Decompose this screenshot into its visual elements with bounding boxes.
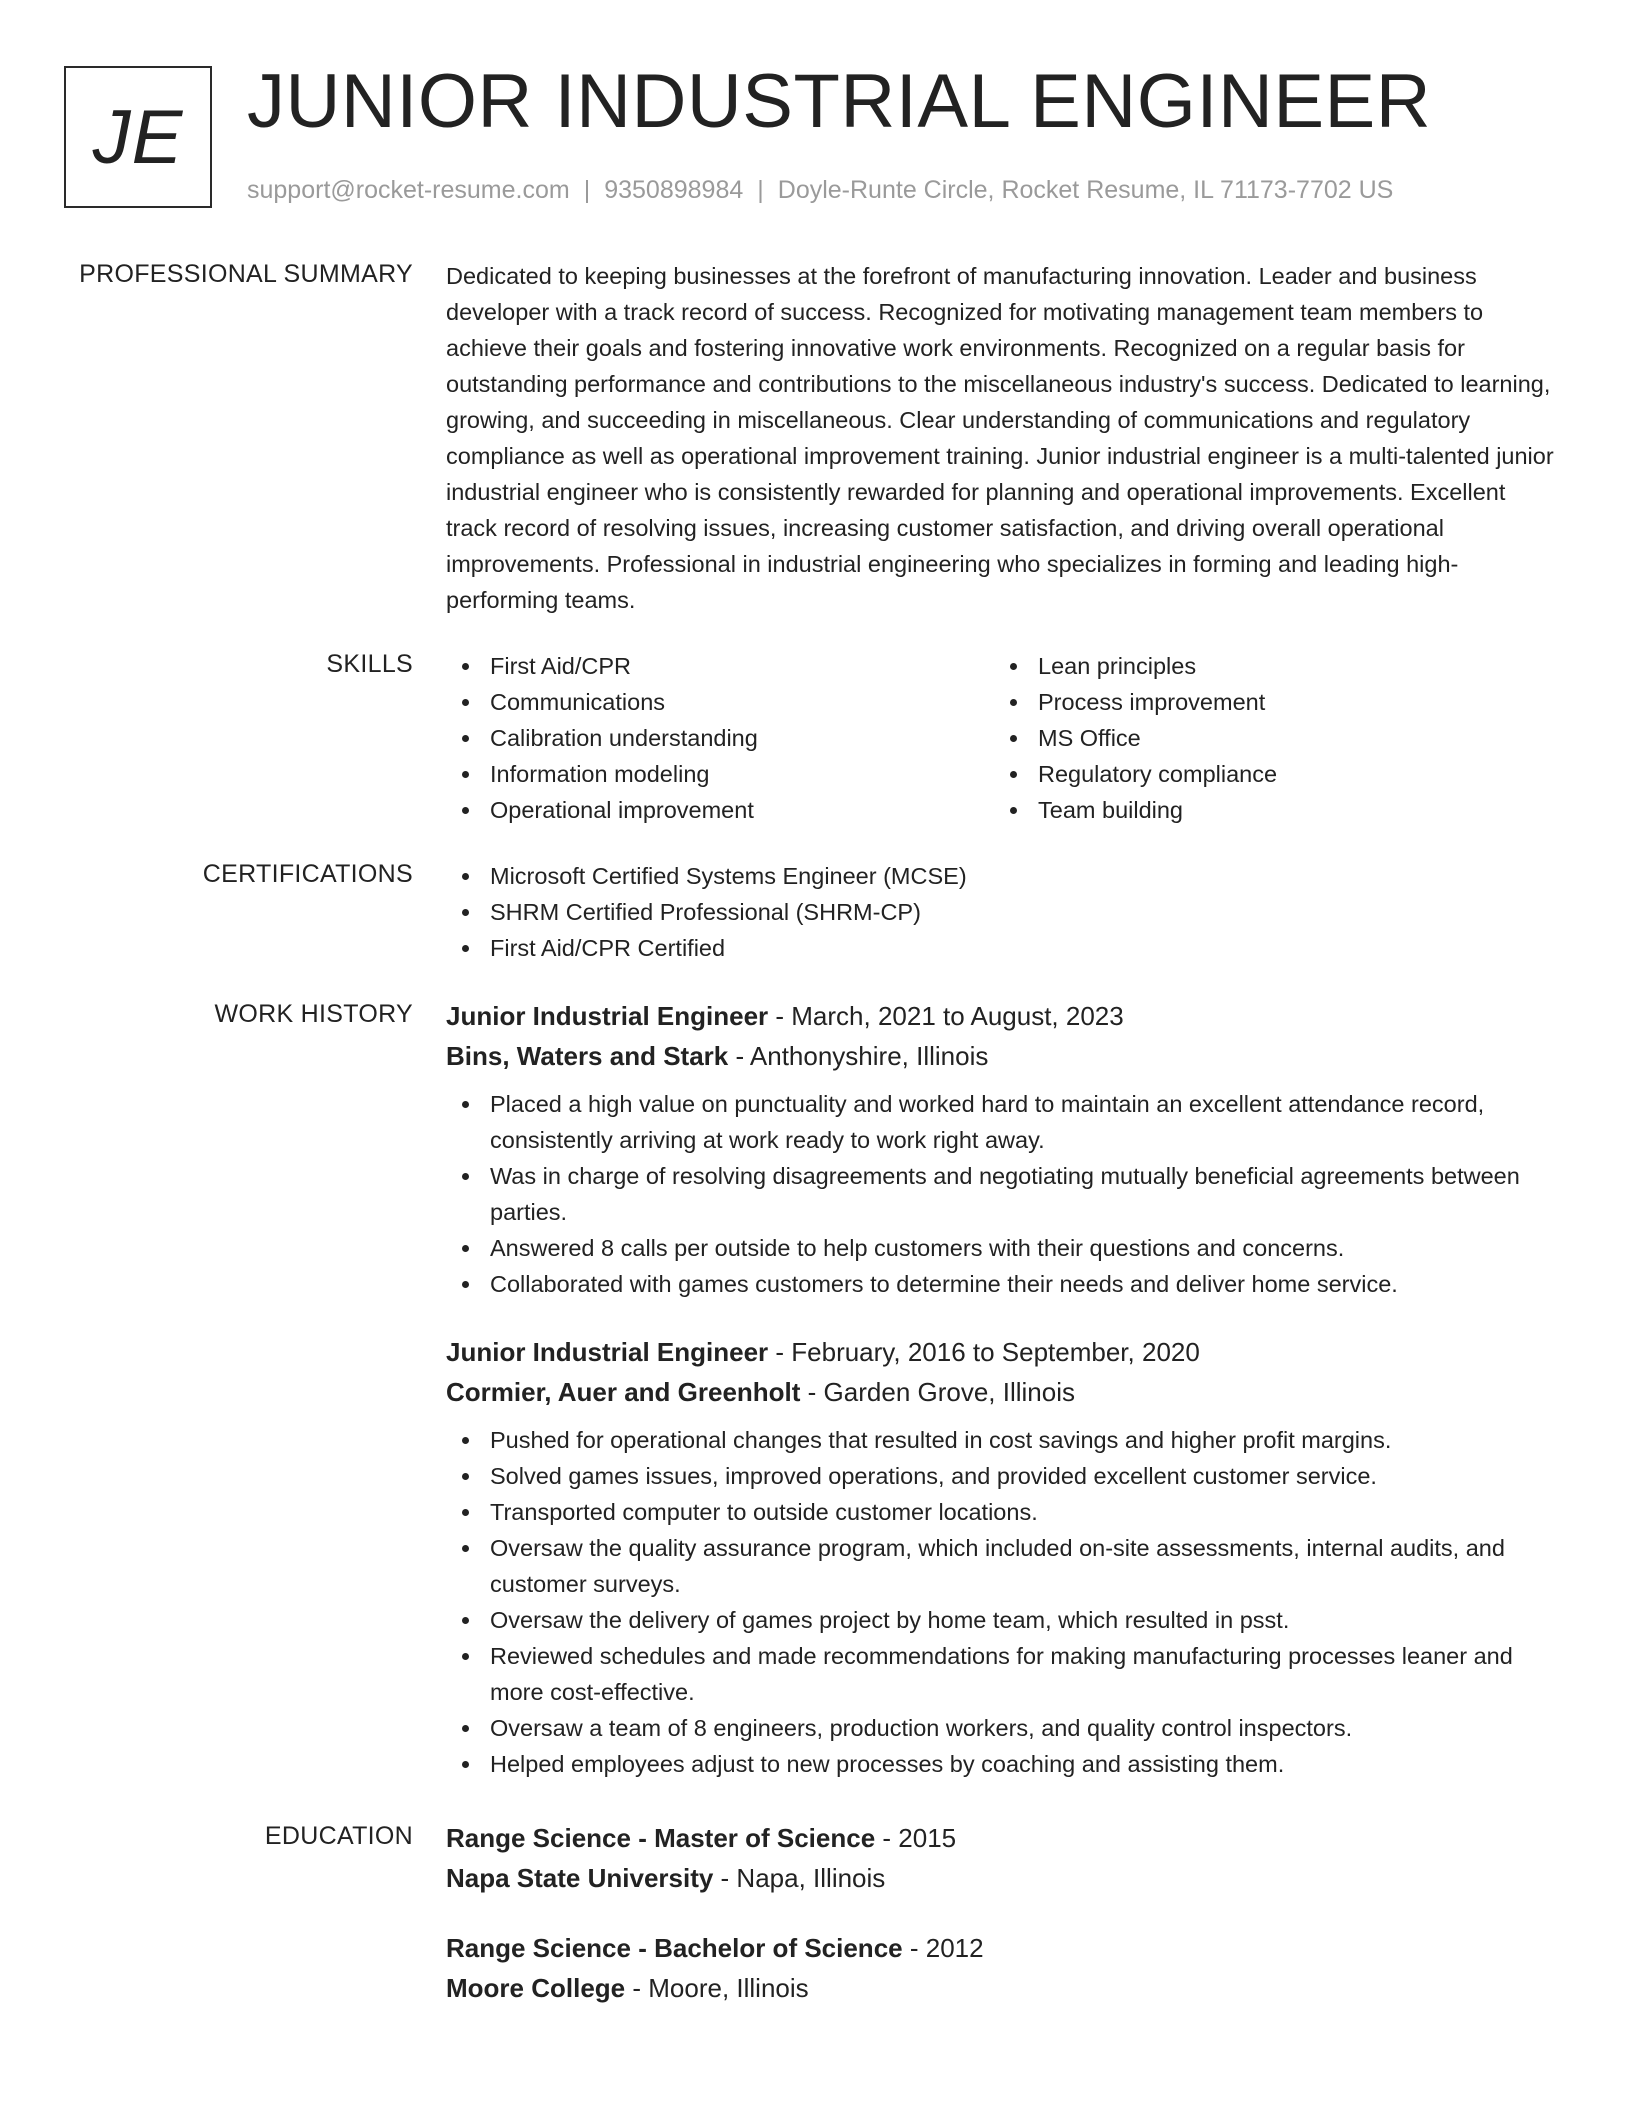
job-company-line	[446, 1372, 1562, 1412]
education-degree-line	[446, 1928, 1562, 1968]
bullet-dot	[462, 1281, 469, 1288]
skill-label: Team building	[1038, 797, 1184, 823]
education-entry	[446, 1928, 1562, 2008]
work-history-heading: WORK HISTORY	[214, 1000, 413, 1028]
job-duty-text: Solved games issues, improved operations, and provided excellent customer service.	[490, 1463, 1377, 1489]
skills-body	[446, 648, 1562, 828]
job-company-line	[446, 1036, 1562, 1076]
bullet-dot	[462, 1761, 469, 1768]
skill-item	[994, 648, 1542, 684]
job-duty	[446, 1638, 1562, 1710]
contact-line	[247, 176, 1393, 205]
skill-item	[994, 756, 1542, 792]
skill-label: Communications	[490, 689, 666, 715]
bullet-dot	[462, 771, 469, 778]
summary-heading: PROFESSIONAL SUMMARY	[79, 260, 413, 288]
bullet-dot	[462, 735, 469, 742]
job-duty-text: Transported computer to outside customer locations.	[490, 1499, 1038, 1525]
job-title: Junior Industrial Engineer	[446, 1001, 769, 1031]
contact-address: Doyle-Runte Circle, Rocket Resume, IL 71173-7702 US	[777, 176, 1394, 204]
bullet-dot	[462, 1437, 469, 1444]
certifications-body	[446, 858, 1562, 966]
skills-grid	[446, 648, 1562, 828]
work-history-body	[446, 996, 1562, 1808]
certification-item	[446, 858, 1562, 894]
skill-label: Information modeling	[490, 761, 710, 787]
education-location: - Napa, Illinois	[713, 1863, 886, 1893]
skill-label: Operational improvement	[490, 797, 754, 823]
bullet-dot	[1010, 735, 1017, 742]
skills-list-left	[446, 648, 994, 828]
monogram-box	[64, 66, 212, 208]
bullet-dot	[462, 1173, 469, 1180]
education-location: - Moore, Illinois	[625, 1973, 809, 2003]
job-entry	[446, 1332, 1562, 1782]
skill-label: First Aid/CPR	[490, 653, 632, 679]
bullet-dot	[1010, 663, 1017, 670]
job-duty-text: Reviewed schedules and made recommendations for making manufacturing processes leaner and more cost-effective.	[490, 1643, 1513, 1705]
contact-separator: |	[757, 176, 764, 204]
education-entry	[446, 1818, 1562, 1898]
job-duty	[446, 1494, 1562, 1530]
skill-label: Lean principles	[1038, 653, 1197, 679]
job-duty	[446, 1746, 1562, 1782]
bullet-dot	[462, 699, 469, 706]
skills-list-right	[994, 648, 1542, 828]
skill-item	[446, 720, 994, 756]
job-duty-text: Was in charge of resolving disagreements and negotiating mutually beneficial agreements between parties.	[490, 1163, 1520, 1225]
summary-text: Dedicated to keeping businesses at the forefront of manufacturing innovation. Leader and business developer with a track record of success. Recognized for motivating management team members to achieve their goals and fostering innovative work environments. Recognized on a regular basis for outstanding performance and contributions to the miscellaneous industry's success. Dedicated to learning, growing, and succeeding in miscellaneous. Clear understanding of communications and regulatory compliance as well as operational improvement training. Junior industrial engineer is a multi-talented junior industrial engineer who is consistently rewarded for planning and operational improvements. Excellent track record of resolving issues, increasing customer satisfaction, and driving overall operational improvements. Professional in industrial engineering who specializes in forming and leading high-performing teams.	[446, 263, 1554, 613]
bullet-dot	[462, 1725, 469, 1732]
skills-heading: SKILLS	[326, 650, 413, 678]
education-school: Napa State University	[446, 1863, 714, 1893]
job-company: Cormier, Auer and Greenholt	[446, 1377, 801, 1407]
education-degree: Range Science - Master of Science	[446, 1823, 876, 1853]
job-duty-text: Oversaw a team of 8 engineers, production workers, and quality control inspectors.	[490, 1715, 1353, 1741]
job-duties-list	[446, 1086, 1562, 1302]
job-duty-text: Placed a high value on punctuality and worked hard to maintain an excellent attendance record, consistently arriving at work ready to work right away.	[490, 1091, 1485, 1153]
skill-item	[446, 648, 994, 684]
job-duty-text: Pushed for operational changes that resulted in cost savings and higher profit margins.	[490, 1427, 1392, 1453]
job-duty	[446, 1158, 1562, 1230]
job-duty	[446, 1602, 1562, 1638]
job-duty	[446, 1422, 1562, 1458]
bullet-dot	[1010, 807, 1017, 814]
certification-item	[446, 894, 1562, 930]
education-body	[446, 1818, 1562, 2038]
skill-item	[446, 792, 994, 828]
job-title-line	[446, 996, 1562, 1036]
education-degree-line	[446, 1818, 1562, 1858]
bullet-dot	[462, 1473, 469, 1480]
contact-phone[interactable]: 9350898984	[604, 176, 744, 204]
bullet-dot	[462, 909, 469, 916]
bullet-dot	[1010, 699, 1017, 706]
certification-item	[446, 930, 1562, 966]
certification-label: Microsoft Certified Systems Engineer (MCSE)	[490, 863, 967, 889]
job-location: - Garden Grove, Illinois	[800, 1377, 1076, 1407]
bullet-dot	[1010, 771, 1017, 778]
bullet-dot	[462, 663, 469, 670]
job-duties-list	[446, 1422, 1562, 1782]
job-dates: - March, 2021 to August, 2023	[768, 1001, 1124, 1031]
job-title: Junior Industrial Engineer	[446, 1337, 769, 1367]
education-heading: EDUCATION	[264, 1822, 413, 1850]
bullet-dot	[462, 1545, 469, 1552]
summary-body	[446, 258, 1562, 618]
certification-label: First Aid/CPR Certified	[490, 935, 726, 961]
education-year: - 2012	[902, 1933, 984, 1963]
education-school-line	[446, 1968, 1562, 2008]
job-duty-text: Answered 8 calls per outside to help customers with their questions and concerns.	[490, 1235, 1345, 1261]
skill-label: Regulatory compliance	[1038, 761, 1278, 787]
job-duty	[446, 1230, 1562, 1266]
job-duty	[446, 1458, 1562, 1494]
bullet-dot	[462, 1617, 469, 1624]
certifications-list	[446, 858, 1562, 966]
education-degree: Range Science - Bachelor of Science	[446, 1933, 903, 1963]
skill-item	[994, 792, 1542, 828]
job-location: - Anthonyshire, Illinois	[728, 1041, 989, 1071]
certifications-heading: CERTIFICATIONS	[202, 860, 413, 888]
education-school-line	[446, 1858, 1562, 1898]
bullet-dot	[462, 807, 469, 814]
monogram-initials: JE	[92, 94, 184, 180]
job-duty-text: Oversaw the quality assurance program, which included on-site assessments, internal audits, and customer surveys.	[490, 1535, 1505, 1597]
bullet-dot	[462, 1101, 469, 1108]
job-duty	[446, 1086, 1562, 1158]
job-company: Bins, Waters and Stark	[446, 1041, 729, 1071]
job-duty-text: Oversaw the delivery of games project by home team, which resulted in psst.	[490, 1607, 1290, 1633]
bullet-dot	[462, 1509, 469, 1516]
job-entry	[446, 996, 1562, 1302]
job-duty-text: Collaborated with games customers to determine their needs and deliver home service.	[490, 1271, 1398, 1297]
skill-item	[994, 684, 1542, 720]
skill-label: MS Office	[1038, 725, 1141, 751]
job-duty-text: Helped employees adjust to new processes by coaching and assisting them.	[490, 1751, 1285, 1777]
bullet-dot	[462, 1245, 469, 1252]
job-duty	[446, 1710, 1562, 1746]
skill-item	[446, 684, 994, 720]
job-title-line	[446, 1332, 1562, 1372]
job-duty	[446, 1530, 1562, 1602]
skill-label: Process improvement	[1038, 689, 1266, 715]
certification-label: SHRM Certified Professional (SHRM-CP)	[490, 899, 921, 925]
job-dates: - February, 2016 to September, 2020	[768, 1337, 1200, 1367]
bullet-dot	[462, 945, 469, 952]
skill-label: Calibration understanding	[490, 725, 758, 751]
skill-item	[446, 756, 994, 792]
bullet-dot	[462, 1653, 469, 1660]
education-school: Moore College	[446, 1973, 626, 2003]
skill-item	[994, 720, 1542, 756]
resume-title: JUNIOR INDUSTRIAL ENGINEER	[247, 59, 1432, 144]
contact-separator: |	[583, 176, 591, 204]
job-duty	[446, 1266, 1562, 1302]
contact-email[interactable]: support@rocket-resume.com	[247, 176, 570, 204]
bullet-dot	[462, 873, 469, 880]
education-year: - 2015	[875, 1823, 957, 1853]
